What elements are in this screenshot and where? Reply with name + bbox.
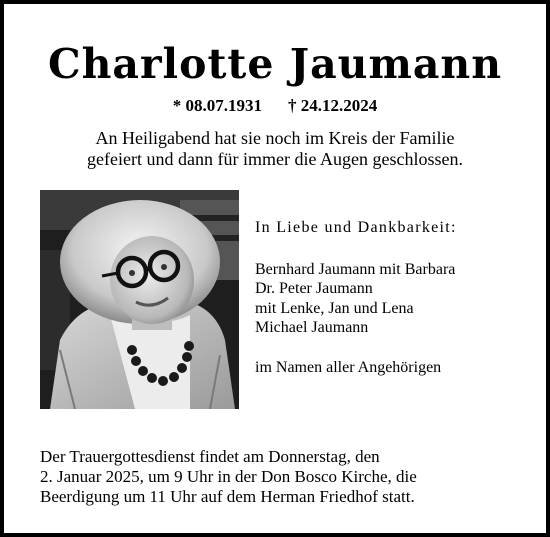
family-member: Michael Jaumann [255,319,369,336]
portrait-photo [40,190,239,409]
service-line-3: Beerdigung um 11 Uhr auf dem Herman Friedhof statt. [40,487,415,506]
family-member: Dr. Peter Jaumann [255,280,373,297]
family-member: Bernhard Jaumann mit Barbara [255,260,456,278]
family-heading: In Liebe und Dankbarkeit: [255,219,457,236]
birth-date: * 08.07.1931 [172,96,262,115]
deceased-name: Charlotte Jaumann [47,40,503,88]
service-line-1: Der Trauergottesdienst findet am Donnerstag, den [40,447,380,466]
intro-line-1: An Heiligabend hat sie noch im Kreis der Familie [95,128,455,148]
service-line-2: 2. Januar 2025, um 9 Uhr in der Don Bosco Kirche, die [40,467,417,486]
portrait-illustration [40,190,239,409]
family-closing: im Namen aller Angehörigen [255,358,442,376]
death-date: † 24.12.2024 [288,96,378,115]
intro-text [14,128,536,170]
family-block [255,218,545,377]
family-member: mit Lenke, Jan und Lena [255,299,414,317]
intro-line-2: gefeiert und dann für immer die Augen geschlossen. [87,149,463,169]
service-info [40,447,540,507]
life-dates [4,95,546,117]
